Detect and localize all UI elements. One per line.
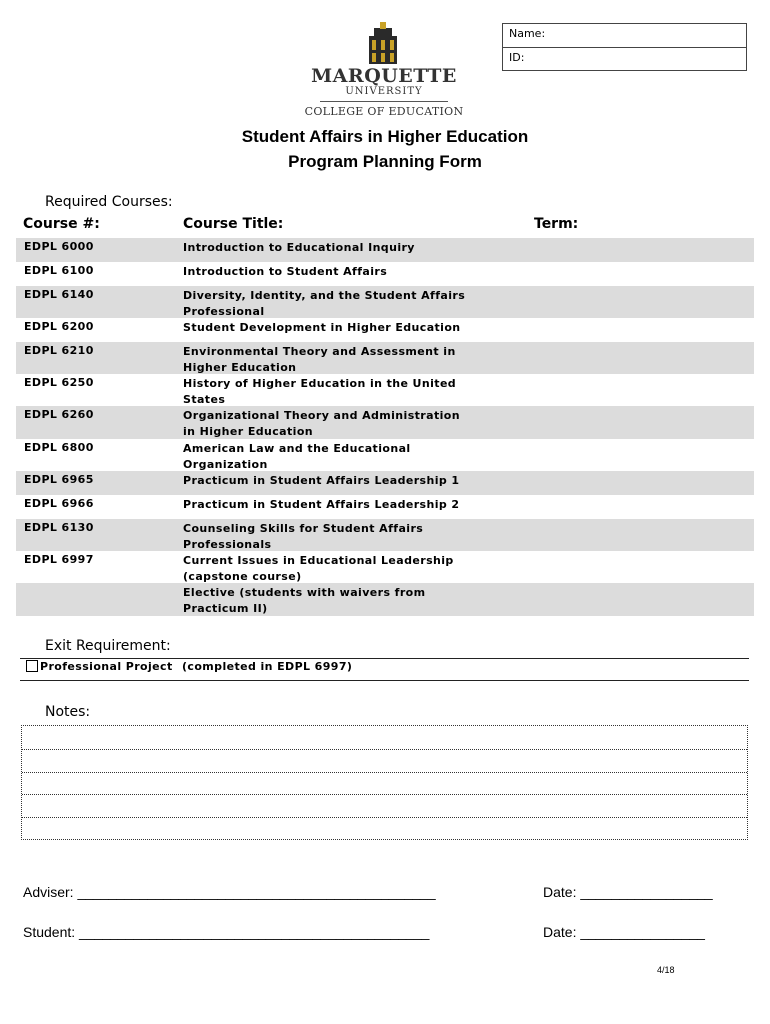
- adviser-signature-line[interactable]: Adviser: ______________________________________________: [23, 884, 436, 900]
- student-date-line[interactable]: Date: ________________: [543, 924, 705, 940]
- exit-requirement-heading: Exit Requirement:: [45, 638, 171, 654]
- form-subtitle: Program Planning Form: [288, 152, 482, 171]
- course-title: Practicum in Student Affairs Leadership 2: [183, 498, 460, 511]
- notes-line: [22, 817, 747, 818]
- logo-college: COLLEGE OF EDUCATION: [304, 105, 464, 118]
- divider: [20, 658, 749, 659]
- logo-rule: [320, 101, 448, 102]
- header-term: Term:: [534, 216, 579, 232]
- course-row: [16, 374, 754, 406]
- course-row: [16, 551, 754, 583]
- course-number: EDPL 6800: [24, 441, 94, 454]
- course-number: EDPL 6200: [24, 320, 94, 333]
- course-number: EDPL 6966: [24, 497, 94, 510]
- course-title: Diversity, Identity, and the Student Affairs Professional: [183, 289, 466, 318]
- course-title: Current Issues in Educational Leadership (capstone course): [183, 554, 454, 583]
- course-number: EDPL 6100: [24, 264, 94, 277]
- course-row: [16, 238, 754, 262]
- notes-line: [22, 772, 747, 773]
- name-field[interactable]: Name:: [509, 27, 546, 40]
- course-row: [16, 342, 754, 374]
- logo-university: UNIVERSITY: [345, 86, 423, 97]
- name-id-box: [502, 23, 747, 71]
- exit-note: (completed in EDPL 6997): [182, 660, 353, 673]
- tower-icon: [365, 22, 401, 66]
- course-number: EDPL 6130: [24, 521, 94, 534]
- form-title: Student Affairs in Higher Education: [241, 127, 529, 146]
- professional-project-label: Professional Project: [40, 660, 173, 673]
- course-row: [16, 439, 754, 471]
- course-number: EDPL 6000: [24, 240, 94, 253]
- professional-project-checkbox[interactable]: [26, 660, 38, 672]
- course-title: Introduction to Educational Inquiry: [183, 241, 415, 254]
- course-row: [16, 519, 754, 551]
- student-signature-line[interactable]: Student: _____________________________________________: [23, 924, 430, 940]
- course-number: EDPL 6260: [24, 408, 94, 421]
- course-title: Organizational Theory and Administration in Higher Education: [183, 409, 460, 438]
- professional-project-item[interactable]: [26, 660, 173, 673]
- course-row: [16, 262, 754, 286]
- logo-marquette: MARQUETTE: [311, 65, 457, 87]
- course-row: [16, 318, 754, 342]
- notes-box[interactable]: [21, 725, 748, 840]
- course-title: Practicum in Student Affairs Leadership 1: [183, 474, 460, 487]
- divider: [20, 680, 749, 681]
- course-number: EDPL 6210: [24, 344, 94, 357]
- notes-line: [22, 794, 747, 795]
- page-number: 4/18: [657, 965, 675, 975]
- course-number: EDPL 6140: [24, 288, 94, 301]
- marquette-logo: [292, 22, 476, 120]
- id-field[interactable]: ID:: [503, 47, 746, 70]
- course-row: [16, 471, 754, 495]
- header-course-num: Course #:: [23, 216, 100, 232]
- course-row: [16, 286, 754, 318]
- course-row: [16, 583, 754, 616]
- course-title: Student Development in Higher Education: [183, 321, 461, 334]
- course-number: EDPL 6250: [24, 376, 94, 389]
- course-title: Elective (students with waivers from Practicum II): [183, 586, 426, 615]
- course-number: EDPL 6965: [24, 473, 94, 486]
- course-title: Introduction to Student Affairs: [183, 265, 388, 278]
- notes-heading: Notes:: [45, 704, 91, 720]
- adviser-date-line[interactable]: Date: _________________: [543, 884, 713, 900]
- header-course-title: Course Title:: [183, 216, 284, 232]
- course-title: Counseling Skills for Student Affairs Professionals: [183, 522, 424, 551]
- notes-line: [22, 749, 747, 750]
- course-title: Environmental Theory and Assessment in Higher Education: [183, 345, 456, 374]
- course-title: History of Higher Education in the United States: [183, 377, 457, 406]
- required-courses-heading: Required Courses:: [45, 194, 173, 210]
- course-row: [16, 495, 754, 519]
- course-row: [16, 406, 754, 439]
- course-number: EDPL 6997: [24, 553, 94, 566]
- course-title: American Law and the Educational Organization: [183, 442, 411, 471]
